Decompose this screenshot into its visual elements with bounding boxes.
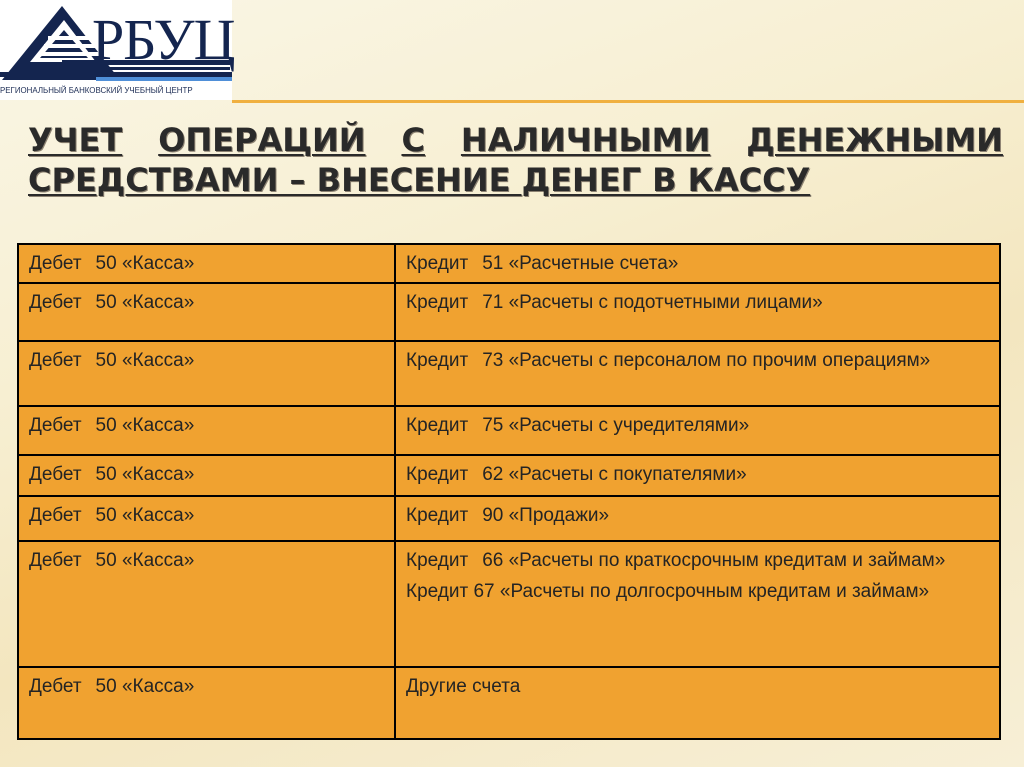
debit-cell [18,667,395,739]
debit-label: Дебет [29,253,82,274]
credit-cell [395,283,1000,341]
title-line-1 [28,120,1003,160]
debit-account: 50 «Касса» [95,253,195,274]
debit-cell [18,244,395,283]
title-word: УЧЕТ [28,121,123,159]
logo-subtitle: РЕГИОНАЛЬНЫЙ БАНКОВСКИЙ УЧЕБНЫЙ ЦЕНТР [0,85,193,95]
title-line-2: СРЕДСТВАМИ – ВНЕСЕНИЕ ДЕНЕГ В КАССУ [28,161,811,199]
table-row [18,667,1000,739]
debit-cell [18,541,395,667]
credit-account: Другие счета [406,676,521,697]
title-word: ОПЕРАЦИЙ [158,121,366,159]
debit-label: Дебет [29,676,82,697]
credit-cell [395,244,1000,283]
debit-cell [18,496,395,541]
table-row [18,244,1000,283]
credit-label: Кредит [406,253,469,274]
title-divider [232,100,1024,103]
debit-label: Дебет [29,505,82,526]
credit-account: 66 «Расчеты по краткосрочным кредитам и займам» [482,550,946,571]
table-row [18,406,1000,455]
logo [0,0,235,100]
credit-cell [395,541,1000,667]
credit-account: 75 «Расчеты с учредителями» [482,415,750,436]
debit-account: 50 «Касса» [95,292,195,313]
table-row [18,541,1000,667]
credit-label: Кредит [406,550,469,571]
credit-cell [395,455,1000,496]
credit-label: Кредит [406,292,469,313]
debit-cell [18,406,395,455]
debit-account: 50 «Касса» [95,415,195,436]
credit-account: 51 «Расчетные счета» [482,253,679,274]
credit-cell [395,667,1000,739]
logo-name: РБУЦ [92,7,235,72]
debit-account: 50 «Касса» [95,350,195,371]
title-word: НАЛИЧНЫМИ [460,121,711,159]
credit-cell [395,406,1000,455]
credit-label: Кредит [406,505,469,526]
debit-label: Дебет [29,415,82,436]
credit-account: 62 «Расчеты с покупателями» [482,464,747,485]
debit-label: Дебет [29,292,82,313]
table-row [18,455,1000,496]
credit-account: 90 «Продажи» [482,505,610,526]
table-row [18,283,1000,341]
debit-cell [18,341,395,406]
credit-label: Кредит [406,415,469,436]
credit-cell [395,341,1000,406]
title-word: С [401,121,425,159]
debit-account: 50 «Касса» [95,676,195,697]
credit-account: 71 «Расчеты с подотчетными лицами» [482,292,823,313]
slide-title [28,120,1008,200]
debit-label: Дебет [29,464,82,485]
table-row [18,496,1000,541]
debit-label: Дебет [29,350,82,371]
credit-account: 73 «Расчеты с персоналом по прочим операциям» [482,350,931,371]
debit-account: 50 «Касса» [95,505,195,526]
debit-label: Дебет [29,550,82,571]
credit-cell [395,496,1000,541]
accounting-entries-table [17,243,1001,740]
credit-label: Кредит [406,350,469,371]
debit-account: 50 «Касса» [95,464,195,485]
debit-cell [18,283,395,341]
credit-paragraph [406,548,989,573]
credit-paragraph-extra: Кредит 67 «Расчеты по долгосрочным кредитам и займам» [406,581,930,602]
title-word: ДЕНЕЖНЫМИ [746,121,1003,159]
table-row [18,341,1000,406]
debit-cell [18,455,395,496]
credit-label: Кредит [406,464,469,485]
debit-account: 50 «Касса» [95,550,195,571]
